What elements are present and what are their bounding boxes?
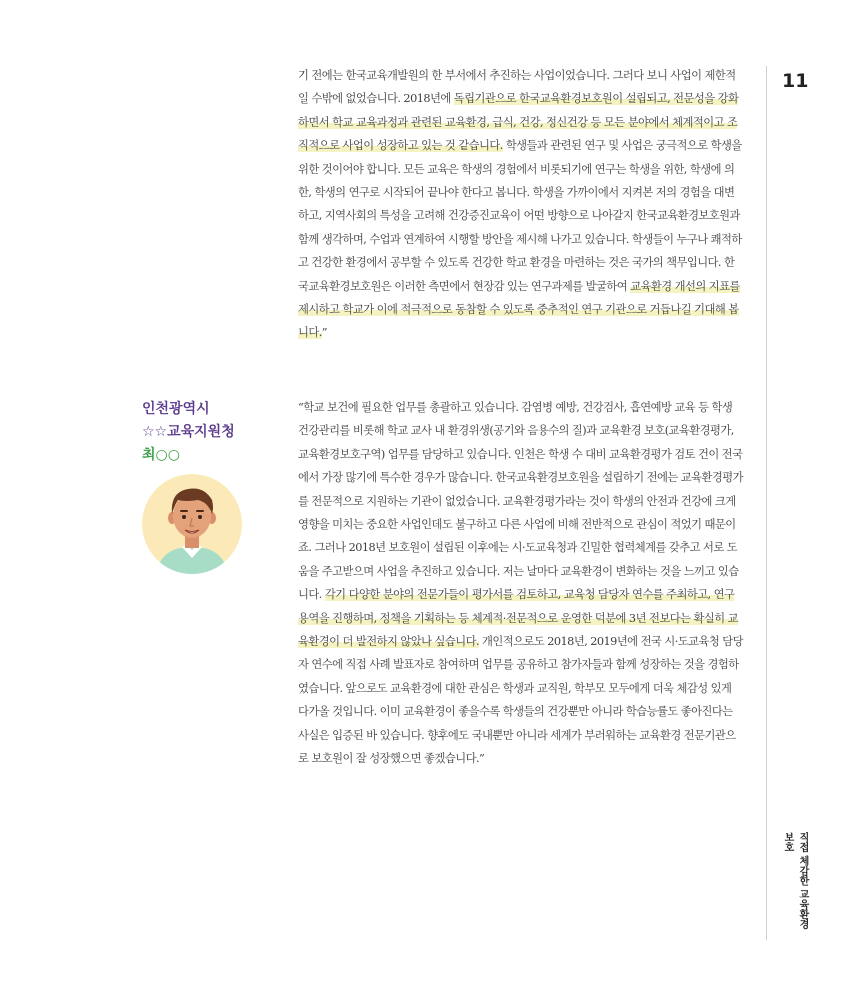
page-number: 11 [782,70,809,92]
quote-paragraph-2 [298,396,744,771]
side-divider [766,66,767,940]
quote-paragraph-1 [298,64,744,345]
speaker-office: ☆☆교육지원청 [142,424,235,440]
person-illustration-icon [142,474,242,574]
speaker-name: 최○○ [142,447,180,463]
speaker-label [142,398,235,467]
body-text: 개인적으로도 2018년, 2019년에 전국 시·도교육청 담당자 연수에 직접 사례 발표자로 참여하며 업무를 공유하고 참가자들과 함께 성장하는 것을 경험하였습니다. 앞으로도 교육환경에 대한 관심은 학생과 교직원, 학부모 모두에게 더욱 체감성 있게 다가올 것입니다. 이미 교육환경이 좋을수록 학생들의 건강뿐만 아니라 학습능률도 좋아진다는 사실은 입증된 바 있습니다. 향후에도 국내뿐만 아니라 세계가 부러워하는 교육환경 전문기관으로 보호원이 잘 성장했으면 좋겠습니다.” [298,635,743,766]
speaker-region: 인천광역시 [142,401,210,417]
body-text: 기 전에는 한국교육개발원의 한 부서에서 추진하는 사업이었습니다. 그러다 보니 사업이 제한적일 수밖에 없었습니다. 2018년에 [298,69,736,106]
highlighted-text: 독립기관으로 한국교육환경보호원이 설립되고, 전문성을 강화하면서 학교 교육과정과 관련된 교육환경, 급식, 건강, 정신건강 등 모든 분야에서 체계적이고 조직적으로 사업이 성장하고 있는 것 같습니다. [298,92,739,153]
avatar [142,474,242,574]
highlighted-text: 각기 다양한 분야의 전문가들이 평가서를 검토하고, 교육청 담당자 연수를 주최하고, 연구용역을 진행하며, 정책을 기획하는 등 체계적·전문적으로 운영한 덕분에 3년 전보다는 확실히 교육환경이 더 발전하지 않았나 싶습니다. [298,588,738,649]
side-chapter-title: 직접 체감한 교육환경 보호 [782,832,808,929]
body-text: 학생들과 관련된 연구 및 사업은 궁극적으로 학생을 위한 것이어야 합니다. 모든 교육은 학생의 경험에서 비롯되기에 연구는 학생을 위한, 학생에 의한, 학생의 연구로 시작되어 끝나야 한다고 봅니다. 학생을 가까이에서 지켜본 저의 경험을 대변하고, 지역사회의 특성을 고려해 건강증진교육이 어떤 방향으로 나아갈지 한국교육환경보호원과 함께 생각하며, 수업과 연계하여 시행할 방안을 제시해 나가고 있습니다. 학생들이 누구나 쾌적하고 건강한 환경에서 공부할 수 있도록 건강한 학교 환경을 마련하는 것은 국가의 책무입니다. 한국교육환경보호원은 이러한 측면에서 현장감 있는 연구과제를 발굴하여 [298,139,742,293]
highlighted-text: 교육환경 개선의 지표를 제시하고 학교가 이에 적극적으로 동참할 수 있도록 중추적인 연구 기관으로 거듭나길 기대해 봅니다. [298,279,740,340]
body-text: ” [321,326,328,340]
body-text: “학교 보건에 필요한 업무를 총괄하고 있습니다. 감염병 예방, 건강검사, 흡연예방 교육 등 학생 건강관리를 비롯해 학교 교사 내 환경위생(공기와 음용수의 질)과 교육환경 보호(교육환경평가, 교육환경보호구역) 업무를 담당하고 있습니다. 인천은 학생 수 대비 교육환경평가 검토 건이 전국에서 가장 많기에 특수한 경우가 많습니다. 한국교육환경보호원을 설립하기 전에는 교육환경평가를 전문적으로 지원하는 기관이 없었습니다. 교육환경평가라는 것이 학생의 안전과 건강에 크게 영향을 미치는 중요한 사업인데도 불구하고 다른 사업에 비해 전반적으로 관심이 적었기 때문이죠. 그러나 2018년 보호원이 설립된 이후에는 시·도교육청과 긴밀한 협력체계를 갖추고 서로 도움을 주고받으며 사업을 추진하고 있습니다. 저는 날마다 교육환경이 변화하는 것을 느끼고 있습니다. [298,401,743,602]
